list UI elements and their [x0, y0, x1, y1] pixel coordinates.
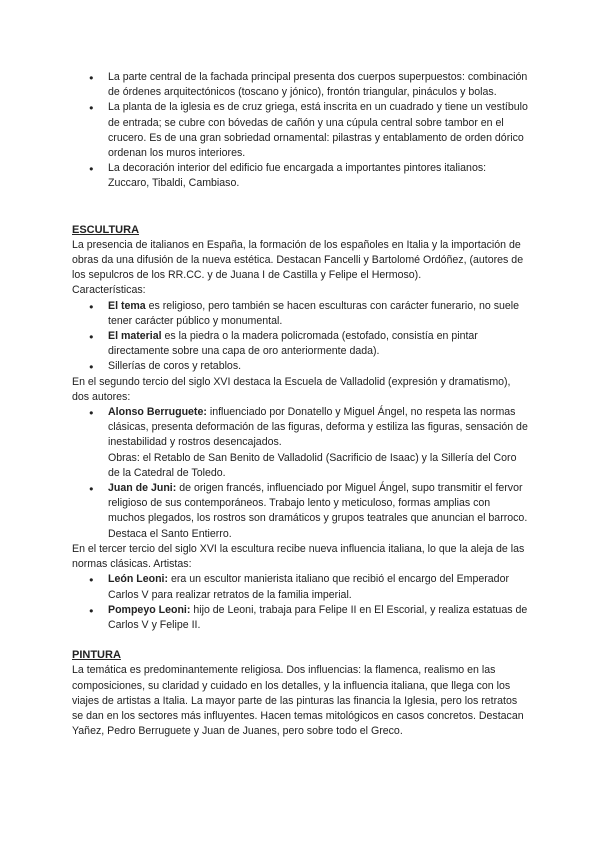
list-item — [72, 572, 528, 602]
author-works-note: Obras: el Retablo de San Benito de Valladolid (Sacrificio de Isaac) y la Sillería del Coro de la Catedral de Toledo. — [108, 451, 517, 479]
feature-term: El material — [108, 330, 162, 343]
feature-text: Sillerías de coros y retablos. — [108, 360, 242, 373]
author-text: de origen francés, influenciado por Miguel Ángel, supo transmitir el fervor religioso de sus contemporáneos. Trabajo lento y meticuloso, formas amplias con muchos plegados, los rostros son dramáticos y grupos teatrales que anuncian el barroco. Destaca el Santo Entierro. — [108, 482, 528, 540]
feature-term: El tema — [108, 299, 146, 312]
artist-text: hijo de Leoni, trabaja para Felipe II en El Escorial, y realiza estatuas de Carlos V y Felipe II. — [108, 603, 528, 631]
list-item — [72, 329, 528, 359]
artist-name: Pompeyo Leoni: — [108, 603, 191, 616]
features-list — [72, 299, 528, 375]
author-name: Alonso Berruguete: — [108, 406, 207, 419]
section-heading-escultura: ESCULTURA — [72, 223, 140, 236]
author-text: influenciado por Donatello y Miguel Ángel, no respeta las normas clásicas, presenta deformación de las figuras, deforma y estiliza las figuras, sensación de inestabilidad y rostros desencajados. — [108, 406, 528, 449]
artist-name: León Leoni: — [108, 573, 169, 586]
feature-text: es la piedra o la madera policromada (estofado, consistía en pintar directamente sobre una capa de oro anteriormente dada). — [108, 330, 478, 358]
list-item — [72, 299, 528, 329]
artist-text: era un escultor manierista italiano que recibió el encargo del Emperador Carlos V para realizar retratos de la familia imperial. — [108, 573, 509, 601]
feature-text: es religioso, pero también se hacen esculturas con carácter funerario, no suele tener carácter público y monumental. — [108, 299, 520, 327]
artists-list — [72, 572, 528, 633]
pintura-paragraph: La temática es predominantemente religiosa. Dos influencias: la flamenca, realismo en las composiciones, su claridad y cuidado en los detalles, y la influencia italiana, que llega con los viajes de artistas a Italia. La mayor parte de las pinturas las financia la Iglesia, pero los retratos se dan en los sectores más influyentes. Hacen temas mitológicos en casos concretos. Destacan Yañez, Pedro Berruguete y Juan de Juanes, pero sobre todo el Greco. — [72, 664, 524, 738]
list-item — [72, 481, 528, 542]
third-third-paragraph: En el tercer tercio del siglo XVI la escultura recibe nueva influencia italiana, lo que la aleja de las normas clásicas. Artistas: — [72, 542, 525, 571]
list-item — [72, 359, 528, 374]
author-name: Juan de Juni: — [108, 482, 177, 495]
section-heading-pintura: PINTURA — [72, 649, 121, 662]
document-content — [72, 70, 528, 739]
list-item: ● La decoración interior del edificio fue encargada a importantes pintores italianos: Zuccaro, Tibaldi, Cambiaso. — [72, 161, 528, 191]
features-label: Características: — [72, 284, 146, 297]
intro-bullet-list — [72, 70, 528, 192]
list-item: ● La parte central de la fachada principal presenta dos cuerpos superpuestos: combinación de órdenes arquitectónicos (toscano y jónico), frontón triangular, pináculos y bolas. — [72, 70, 528, 100]
list-item — [72, 603, 528, 633]
escultura-intro: La presencia de italianos en España, la formación de los españoles en Italia y la importación de obras da una difusión de la nueva estética. Destacan Fancelli y Bartolomé Ordóñez, (autores de los sepulcros de los RR.CC. y de Juana I de Castilla y Felipe el Hermoso). — [72, 238, 524, 282]
list-item — [72, 405, 528, 481]
authors-list — [72, 405, 528, 542]
second-third-paragraph: En el segundo tercio del siglo XVI destaca la Escuela de Valladolid (expresión y dramatismo), dos autores: — [72, 375, 511, 403]
list-item: ● La planta de la iglesia es de cruz griega, está inscrita en un cuadrado y tiene un vestíbulo de entrada; se cubre con bóvedas de cañón y una cúpula central sobre tambor en el crucero. Es de una gran sobriedad ornamental: pilastras y entablamento de orden dórico ordenan los muros interiores. — [72, 100, 528, 161]
